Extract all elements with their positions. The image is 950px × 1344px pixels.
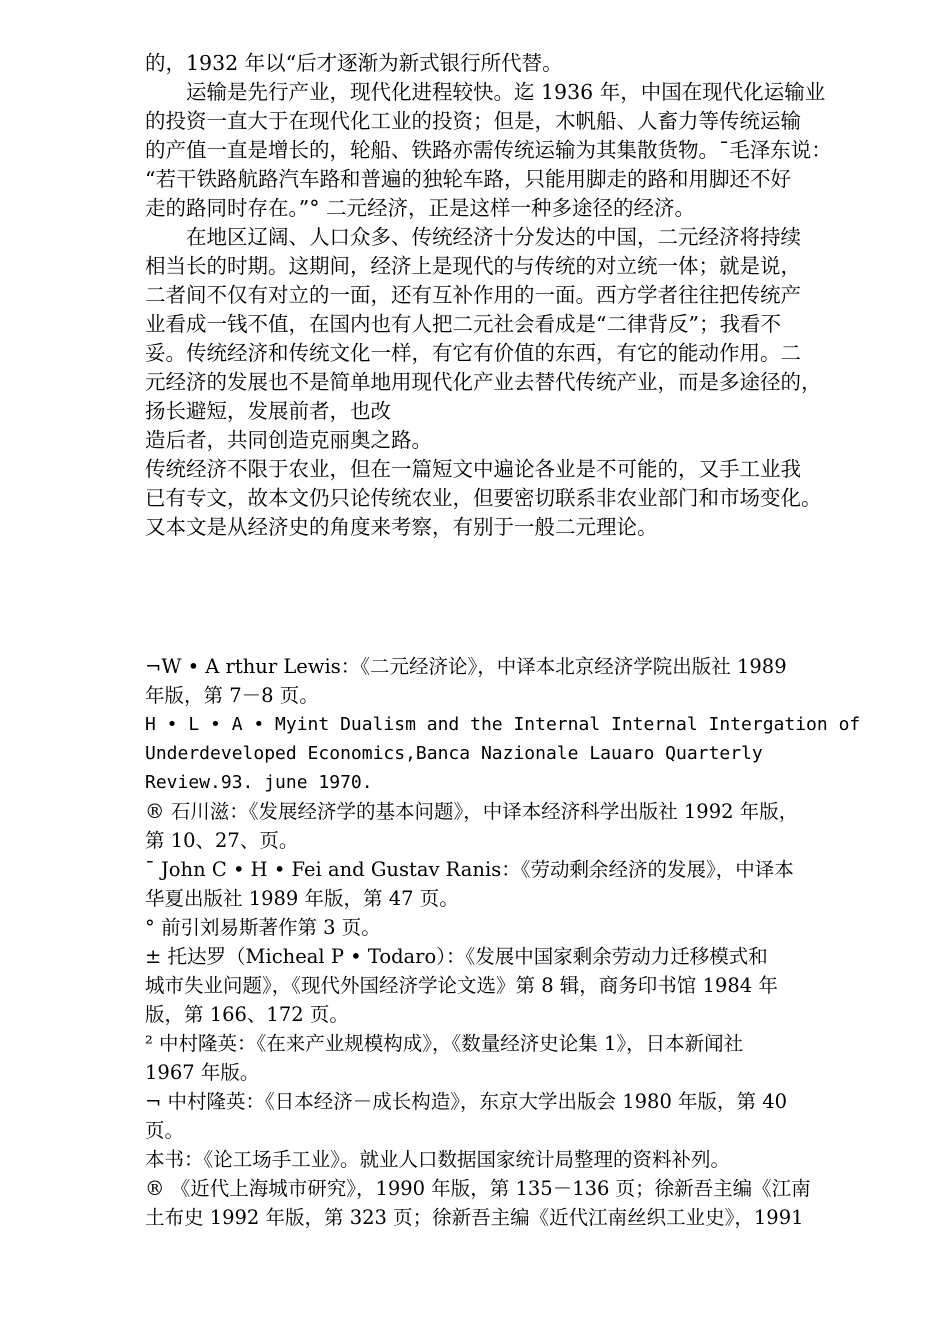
footnote-line: ® 《近代上海城市研究》，1990 年版，第 135－136 页；徐新吾主编《江南 [145, 1177, 811, 1200]
footnote-line: ² 中村隆英：《在来产业规模构成》，《数量经济史论集 1》，日本新闻社 [145, 1032, 744, 1055]
body-line: 业看成一钱不值，在国内也有人把二元社会看成是“二律背反”；我看不 [145, 312, 781, 336]
footnote-line: ¯ John C • H • Fei and Gustav Ranis：《劳动剩余经济的发展》，中译本 [145, 858, 794, 881]
body-line: 走的路同时存在。”° 二元经济，正是这样一种多途径的经济。 [145, 196, 695, 220]
body-line: 扬长避短，发展前者，也改 [145, 399, 391, 423]
footnote-line: 第 10、27、页。 [145, 829, 299, 852]
footnote-line: 土布史 1992 年版，第 323 页；徐新吾主编《近代江南丝织工业史》，1991 [145, 1206, 804, 1229]
body-line: 已有专文，故本文仍只论传统农业，但要密切联系非农业部门和市场变化。 [145, 486, 822, 510]
body-line: 在地区辽阔、人口众多、传统经济十分发达的中国，二元经济将持续 [145, 225, 801, 249]
footnote-line: 年版，第 7－8 页。 [145, 684, 319, 707]
body-line: 的投资一直大于在现代化工业的投资；但是，木帆船、人畜力等传统运输 [145, 109, 801, 133]
footnote-line: ® 石川滋：《发展经济学的基本问题》，中译本经济科学出版社 1992 年版， [145, 800, 799, 823]
body-line: 运输是先行产业，现代化进程较快。迄 1936 年，中国在现代化运输业 [145, 80, 826, 104]
footnote-line: 本书：《论工场手工业》。就业人口数据国家统计局整理的资料补列。 [145, 1148, 731, 1171]
footnote-line: 1967 年版。 [145, 1061, 260, 1084]
body-line: 的产值一直是增长的，轮船、铁路亦需传统运输为其集散货物。¯毛泽东说： [145, 138, 832, 162]
body-line: 的，1932 年以“后才逐渐为新式银行所代替。 [145, 51, 563, 75]
footnote-line: Review.93. june 1970. [145, 772, 373, 793]
footnote-line: 城市失业问题》，《现代外国经济学论文选》第 8 辑，商务印书馆 1984 年 [145, 974, 778, 997]
footnote-line: ¬W • A rthur Lewis：《二元经济论》，中译本北京经济学院出版社 1989 [145, 655, 787, 678]
body-line: 造后者，共同创造克丽奥之路。 [145, 428, 432, 452]
footnote-line: 版，第 166、172 页。 [145, 1003, 349, 1026]
footnote-line: 页。 [145, 1119, 185, 1142]
footnote-line: Underdeveloped Economics,Banca Nazionale Lauaro Quarterly [145, 743, 763, 764]
footnote-line: ¬ 中村隆英：《日本经济－成长构造》，东京大学出版会 1980 年版，第 40 [145, 1090, 788, 1113]
body-line: 传统经济不限于农业，但在一篇短文中遍论各业是不可能的，又手工业我 [145, 457, 801, 481]
footnote-line: ° 前引刘易斯著作第 3 页。 [145, 916, 381, 939]
footnote-line: ± 托达罗（Micheal P • Todaro）：《发展中国家剩余劳动力迁移模式和 [145, 945, 768, 968]
body-line: 二者间不仅有对立的一面，还有互补作用的一面。西方学者往往把传统产 [145, 283, 801, 307]
body-line: 妥。传统经济和传统文化一样，有它有价值的东西，有它的能动作用。二 [145, 341, 801, 365]
body-line: 元经济的发展也不是简单地用现代化产业去替代传统产业，而是多途径的， [145, 370, 822, 394]
body-line: 相当长的时期。这期间，经济上是现代的与传统的对立统一体；就是说， [145, 254, 801, 278]
footnote-line: H • L • A • Myint Dualism and the Internal Internal Intergation of [145, 714, 861, 735]
body-line: “若干铁路航路汽车路和普遍的独轮车路，只能用脚走的路和用脚还不好 [145, 167, 791, 191]
body-line: 又本文是从经济史的角度来考察，有别于一般二元理论。 [145, 515, 658, 539]
footnote-line: 华夏出版社 1989 年版，第 47 页。 [145, 887, 459, 910]
